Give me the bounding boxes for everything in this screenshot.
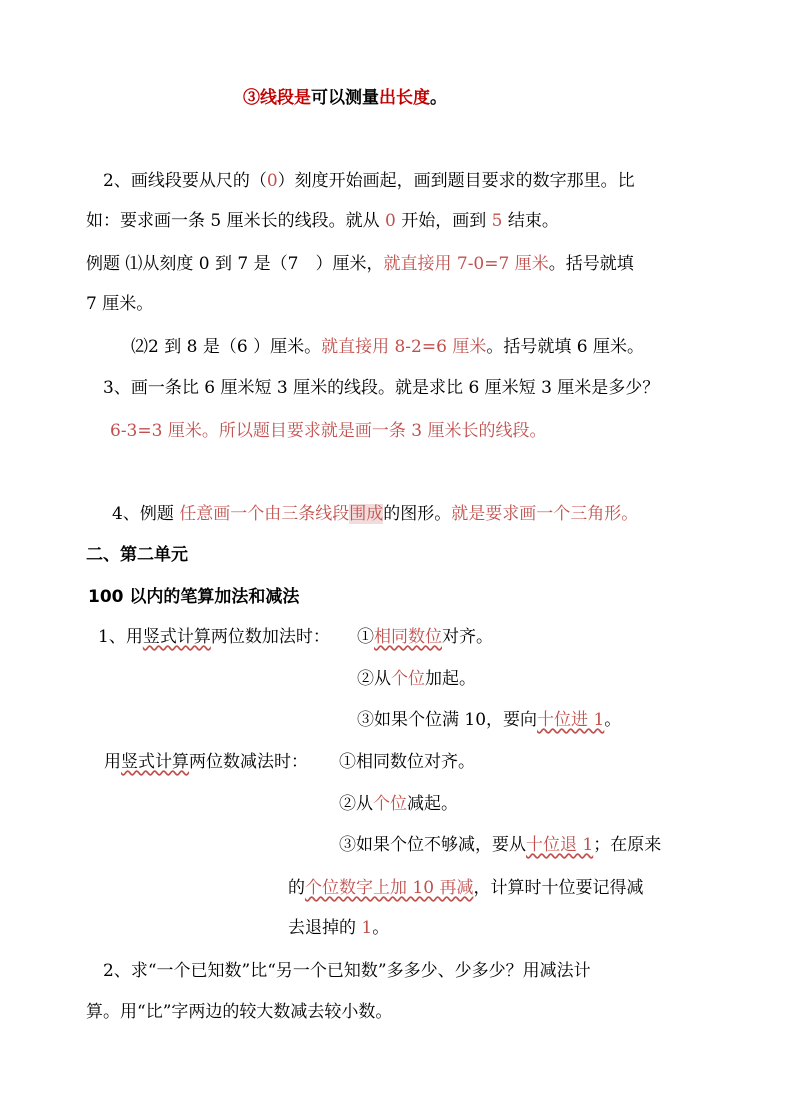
text: 0 — [385, 211, 396, 231]
text: ③如果个位不够减，要从 — [339, 835, 526, 855]
text: 就直接用 7-0=7 厘米 — [383, 254, 549, 274]
text: 算。用“比”字两边的较大数减去较小数。 — [86, 1002, 393, 1022]
paragraph-compare-line1 — [103, 959, 591, 983]
paragraph-4 — [112, 502, 638, 526]
text: ①相同数位对齐。 — [339, 752, 475, 772]
text: 1、用 — [98, 627, 143, 647]
sub-step3-line3 — [288, 916, 389, 940]
add-step2 — [357, 667, 476, 691]
text: ②从 — [339, 794, 373, 814]
text: ③如果个位满 10，要向 — [357, 710, 538, 730]
text: ②从 — [357, 669, 391, 689]
text: 竖式计算 — [142, 627, 211, 647]
text: 两位数加法时： — [210, 627, 330, 647]
text: 出长度 — [379, 88, 430, 108]
text: 相同数位 — [374, 627, 442, 647]
text: 可以测量 — [311, 88, 379, 108]
text: 开始，画到 — [395, 211, 492, 231]
text: 个位数字上加 10 再减 — [305, 878, 474, 898]
text: 结束。 — [502, 211, 559, 231]
text: 两位数减法时： — [189, 752, 308, 772]
text: 围成 — [349, 504, 384, 524]
text: 去退掉的 — [288, 918, 362, 938]
example-line1 — [86, 252, 634, 276]
text: 。 — [372, 918, 390, 938]
text: 十位进 1 — [537, 710, 605, 730]
text: 7 厘米。 — [86, 294, 154, 314]
subsection-heading: 100 以内的笔算加法和减法 — [88, 587, 300, 607]
sub-step1 — [339, 750, 475, 774]
text: 个位 — [391, 669, 425, 689]
sub-intro — [104, 750, 308, 774]
add-intro — [98, 625, 330, 649]
text: 的图形。 — [383, 504, 452, 524]
paragraph-2-line1 — [103, 169, 635, 193]
text: 。 — [430, 88, 447, 108]
example-line3 — [131, 335, 644, 359]
paragraph-compare-line2 — [86, 1000, 392, 1024]
text: ① — [357, 627, 374, 647]
text: 5 — [491, 211, 503, 231]
text: 6-3=3 厘米。所以题目要求就是画一条 3 厘米长的线段。 — [110, 421, 547, 441]
line-segment-measurable — [243, 86, 447, 110]
text: 。括号就填 — [548, 254, 634, 274]
text: ，计算时十位要记得减 — [473, 878, 644, 898]
sub-step2 — [339, 792, 458, 816]
sub-step3-line2 — [288, 876, 643, 900]
text: 。括号就填 6 厘米。 — [486, 337, 644, 357]
text: 十位退 1 — [526, 835, 594, 855]
text: 1 — [361, 918, 373, 938]
text: 。 — [604, 710, 622, 730]
text: 减起。 — [407, 794, 458, 814]
text: 2、画线段要从尺的（ — [103, 171, 267, 191]
text: 对齐。 — [442, 627, 493, 647]
text: ）刻度开始画起，画到题目要求的数字那里。比 — [277, 171, 635, 191]
add-step1 — [357, 625, 493, 649]
paragraph-2-line2 — [86, 209, 559, 233]
text: 3、画一条比 6 厘米短 3 厘米的线段。就是求比 6 厘米短 3 厘米是多少？ — [103, 378, 660, 398]
add-step3 — [357, 708, 621, 732]
text: 0 — [266, 171, 278, 191]
paragraph-3-line2 — [110, 419, 546, 443]
paragraph-3-line1 — [103, 376, 659, 400]
text: 个位 — [373, 794, 407, 814]
text: 2、求“一个已知数”比“另一个已知数”多多少、少多少？用减法计 — [103, 961, 591, 981]
text: 就直接用 8-2=6 厘米 — [321, 337, 487, 357]
section-heading: 二、第二单元 — [86, 545, 188, 565]
text: ⑵2 到 8 是（6 ）厘米。 — [131, 337, 322, 357]
text: 竖式计算 — [121, 752, 189, 772]
text: 任意画一个由三条线段 — [179, 504, 350, 524]
example-line2 — [86, 292, 153, 316]
text: 的 — [288, 878, 305, 898]
text: ；在原来 — [593, 835, 662, 855]
text: 4、例题 — [112, 504, 180, 524]
text: 加起。 — [425, 669, 476, 689]
sub-step3-line1 — [339, 833, 661, 857]
text: 就是要求画一个三角形。 — [451, 504, 639, 524]
text: 用 — [104, 752, 121, 772]
text: ③线段是 — [243, 88, 311, 108]
text: 如：要求画一条 5 厘米长的线段。就从 — [86, 211, 386, 231]
text: 例题 ⑴从刻度 0 到 7 是（7 ）厘米， — [86, 254, 384, 274]
